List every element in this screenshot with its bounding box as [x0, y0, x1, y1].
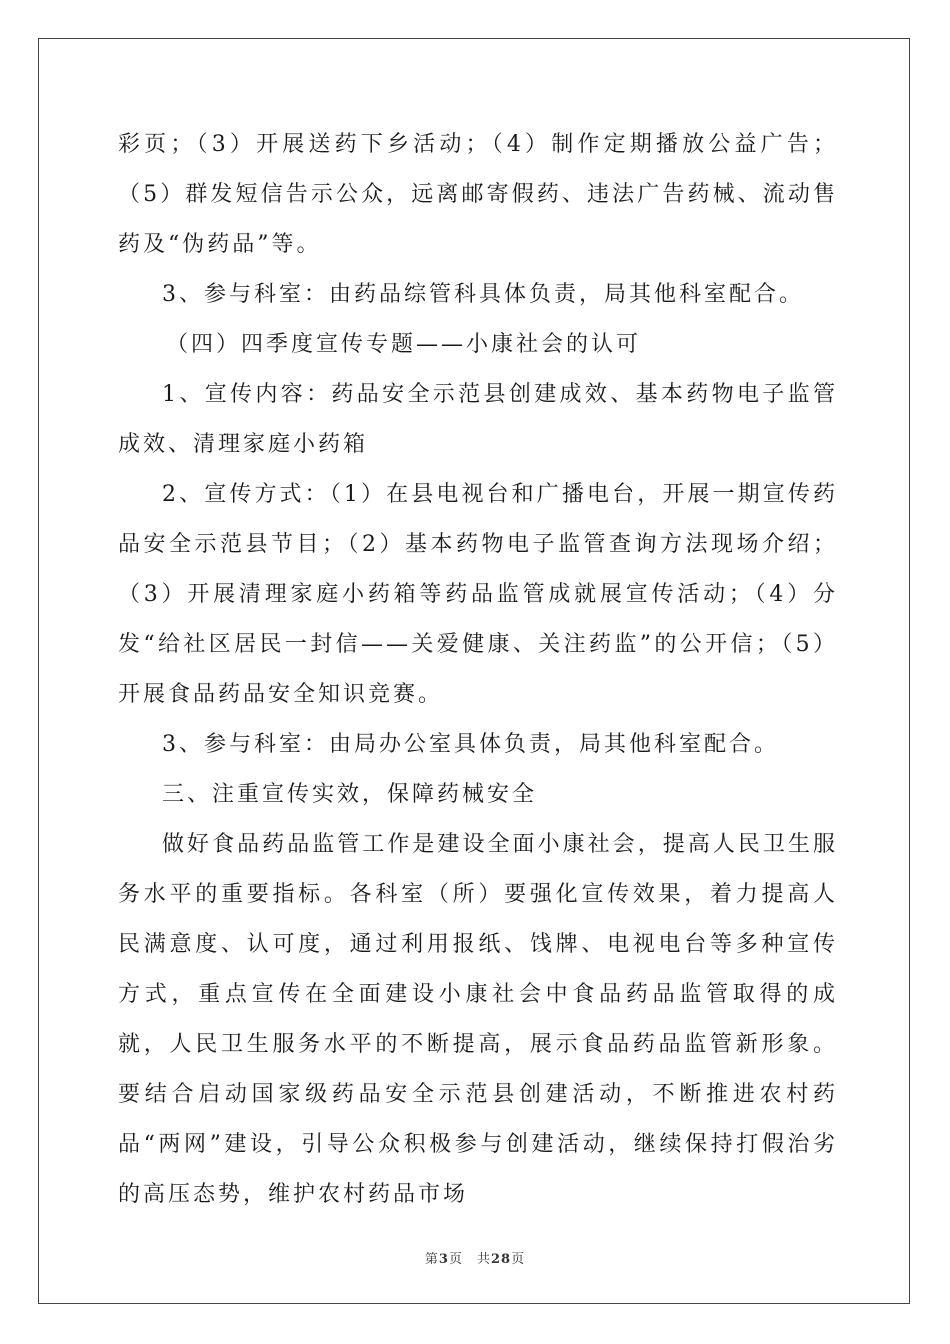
paragraph-effectiveness: 做好食品药品监管工作是建设全面小康社会，提高人民卫生服务水平的重要指标。各科室（所）要强化宣传效果，着力提高人民满意度、认可度，通过利用报纸、饯牌、电视电台等多种宣传方式，重点宣传在全面建设小康社会中食品药品监管取得的成就，人民卫生服务水平的不断提高，展示食品药品监管新形象。要结合启动国家级药品安全示范县创建活动，不断推进农村药品“两网”建设，引导公众积极参与创建活动，继续保持打假治劣的高压态势，维护农村药品市场 — [118, 832, 838, 1207]
footer-mid: 页 共 — [448, 1252, 491, 1267]
section-heading-q4: （四）四季度宣传专题——小康社会的认可 — [166, 332, 642, 357]
footer-total-pages: 28 — [490, 1252, 512, 1267]
paragraph-department-q3: 3、参与科室：由药品综管科具体负责，局其他科室配合。 — [162, 282, 804, 307]
paragraph-content-q4: 1、宣传内容：药品安全示范县创建成效、基本药物电子监管成效、清理家庭小药箱 — [118, 382, 838, 457]
section-heading-three: 三、注重宣传实效，保障药械安全 — [162, 782, 538, 807]
page-footer — [0, 1248, 950, 1267]
paragraph-department-q4: 3、参与科室：由局办公室具体负责，局其他科室配合。 — [162, 732, 779, 757]
paragraph-continuation: 彩页；（3）开展送药下乡活动；（4）制作定期播放公益广告；（5）群发短信告示公众，远离邮寄假药、违法广告药械、流动售药及“伪药品”等。 — [118, 132, 838, 257]
footer-page-number: 3 — [438, 1252, 449, 1267]
paragraph-method-q4: 2、宣传方式：（1）在县电视台和广播电台，开展一期宣传药品安全示范县节目；（2）基本药物电子监管查询方法现场介绍；（3）开展清理家庭小药箱等药品监管成就展宣传活动；（4）分发“给社区居民一封信——关爱健康、关注药监”的公开信；（5）开展食品药品安全知识竞赛。 — [118, 482, 838, 707]
footer-suffix: 页 — [511, 1252, 526, 1267]
footer-prefix: 第 — [424, 1252, 439, 1267]
document-body — [118, 120, 838, 1220]
